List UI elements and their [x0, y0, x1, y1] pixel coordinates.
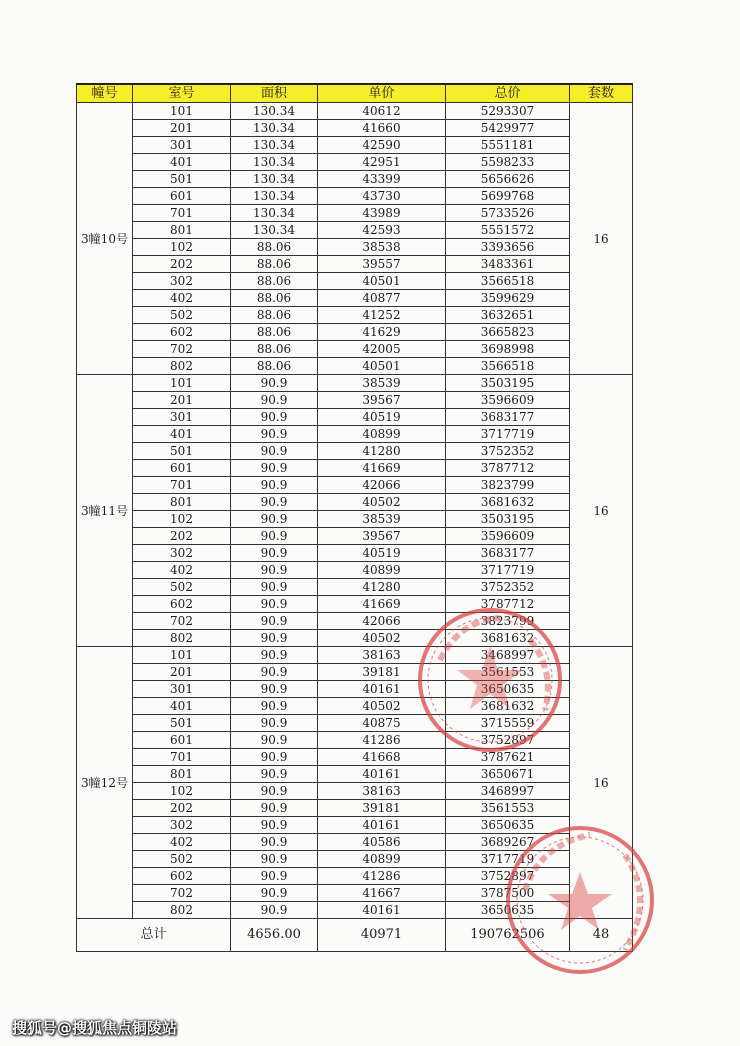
- table-row: [77, 715, 633, 732]
- area-cell: 90.9: [231, 698, 318, 715]
- room-cell: 501: [133, 443, 231, 460]
- table-row: [77, 545, 633, 562]
- summary-unit-price: 40971: [318, 919, 446, 952]
- room-cell: 102: [133, 511, 231, 528]
- unit-price-cell: 40519: [318, 409, 446, 426]
- table-row: [77, 800, 633, 817]
- area-cell: 90.9: [231, 664, 318, 681]
- area-cell: 88.06: [231, 307, 318, 324]
- area-cell: 90.9: [231, 426, 318, 443]
- total-price-cell: 3717719: [446, 562, 570, 579]
- room-cell: 302: [133, 273, 231, 290]
- room-cell: 302: [133, 545, 231, 562]
- unit-price-cell: 42951: [318, 154, 446, 171]
- total-price-cell: 3787500: [446, 885, 570, 902]
- unit-count-cell: 16: [570, 375, 633, 647]
- unit-price-cell: 39181: [318, 664, 446, 681]
- total-price-cell: 3823799: [446, 477, 570, 494]
- table-row: [77, 375, 633, 392]
- area-cell: 90.9: [231, 851, 318, 868]
- room-cell: 601: [133, 732, 231, 749]
- summary-area: 4656.00: [231, 919, 318, 952]
- area-cell: 90.9: [231, 885, 318, 902]
- area-cell: 90.9: [231, 834, 318, 851]
- table-row: [77, 681, 633, 698]
- room-cell: 702: [133, 341, 231, 358]
- room-cell: 401: [133, 426, 231, 443]
- area-cell: 90.9: [231, 596, 318, 613]
- total-price-cell: 3468997: [446, 783, 570, 800]
- table-row: [77, 171, 633, 188]
- room-cell: 502: [133, 579, 231, 596]
- room-cell: 601: [133, 188, 231, 205]
- room-cell: 301: [133, 137, 231, 154]
- room-cell: 202: [133, 256, 231, 273]
- table-row: [77, 358, 633, 375]
- unit-price-cell: 40161: [318, 817, 446, 834]
- unit-price-cell: 41669: [318, 596, 446, 613]
- total-price-cell: 3717719: [446, 851, 570, 868]
- table-row: [77, 239, 633, 256]
- unit-price-cell: 41252: [318, 307, 446, 324]
- room-cell: 701: [133, 205, 231, 222]
- room-cell: 402: [133, 834, 231, 851]
- area-cell: 90.9: [231, 494, 318, 511]
- area-cell: 130.34: [231, 171, 318, 188]
- total-price-cell: 3561553: [446, 664, 570, 681]
- unit-price-cell: 40899: [318, 426, 446, 443]
- total-price-cell: 3681632: [446, 630, 570, 647]
- table-row: [77, 902, 633, 919]
- area-cell: 130.34: [231, 222, 318, 239]
- table-row: [77, 664, 633, 681]
- room-cell: 601: [133, 460, 231, 477]
- unit-price-cell: 43399: [318, 171, 446, 188]
- header-area: 面积: [231, 84, 318, 103]
- unit-price-cell: 41280: [318, 579, 446, 596]
- total-price-cell: 5699768: [446, 188, 570, 205]
- area-cell: 90.9: [231, 732, 318, 749]
- area-cell: 90.9: [231, 613, 318, 630]
- area-cell: 88.06: [231, 256, 318, 273]
- unit-price-cell: 39567: [318, 392, 446, 409]
- total-price-cell: 5733526: [446, 205, 570, 222]
- table-row: [77, 120, 633, 137]
- total-price-cell: 3503195: [446, 511, 570, 528]
- table-row: [77, 137, 633, 154]
- area-cell: 90.9: [231, 800, 318, 817]
- room-cell: 502: [133, 307, 231, 324]
- total-price-cell: 3681632: [446, 494, 570, 511]
- total-price-cell: 5551572: [446, 222, 570, 239]
- area-cell: 90.9: [231, 749, 318, 766]
- unit-price-cell: 40502: [318, 630, 446, 647]
- table-row: [77, 732, 633, 749]
- unit-price-cell: 40161: [318, 766, 446, 783]
- area-cell: 130.34: [231, 120, 318, 137]
- total-price-cell: 3561553: [446, 800, 570, 817]
- unit-price-cell: 41667: [318, 885, 446, 902]
- total-price-cell: 3650635: [446, 902, 570, 919]
- area-cell: 90.9: [231, 477, 318, 494]
- room-cell: 602: [133, 324, 231, 341]
- room-cell: 301: [133, 409, 231, 426]
- building-cell: 3幢10号: [77, 103, 133, 375]
- unit-price-cell: 40875: [318, 715, 446, 732]
- table-header-row: [77, 84, 633, 103]
- total-price-cell: 3596609: [446, 528, 570, 545]
- unit-price-cell: 40161: [318, 681, 446, 698]
- total-price-cell: 3599629: [446, 290, 570, 307]
- unit-price-cell: 39181: [318, 800, 446, 817]
- area-cell: 90.9: [231, 817, 318, 834]
- total-price-cell: 3823799: [446, 613, 570, 630]
- area-cell: 90.9: [231, 681, 318, 698]
- building-cell: 3幢11号: [77, 375, 133, 647]
- total-price-cell: 3483361: [446, 256, 570, 273]
- room-cell: 502: [133, 851, 231, 868]
- area-cell: 90.9: [231, 545, 318, 562]
- table-row: [77, 630, 633, 647]
- total-price-cell: 3787712: [446, 596, 570, 613]
- table-row: [77, 477, 633, 494]
- table-body: [77, 103, 633, 952]
- unit-price-cell: 41668: [318, 749, 446, 766]
- total-price-cell: 3665823: [446, 324, 570, 341]
- table-row: [77, 460, 633, 477]
- total-price-cell: 3698998: [446, 341, 570, 358]
- area-cell: 88.06: [231, 358, 318, 375]
- unit-price-cell: 40877: [318, 290, 446, 307]
- room-cell: 101: [133, 647, 231, 664]
- total-price-cell: 3752352: [446, 579, 570, 596]
- unit-price-cell: 40612: [318, 103, 446, 120]
- unit-price-cell: 41660: [318, 120, 446, 137]
- table-row: [77, 562, 633, 579]
- area-cell: 90.9: [231, 868, 318, 885]
- total-price-cell: 3681632: [446, 698, 570, 715]
- table-row: [77, 273, 633, 290]
- area-cell: 90.9: [231, 766, 318, 783]
- total-price-cell: 3650635: [446, 681, 570, 698]
- area-cell: 90.9: [231, 630, 318, 647]
- area-cell: 130.34: [231, 154, 318, 171]
- unit-price-cell: 40502: [318, 494, 446, 511]
- total-price-cell: 3566518: [446, 358, 570, 375]
- header-building: 幢号: [77, 84, 133, 103]
- table-row: [77, 766, 633, 783]
- unit-price-cell: 40899: [318, 562, 446, 579]
- unit-price-cell: 43730: [318, 188, 446, 205]
- table-row: [77, 154, 633, 171]
- table-row: [77, 868, 633, 885]
- area-cell: 90.9: [231, 460, 318, 477]
- total-price-cell: 3717719: [446, 426, 570, 443]
- table-row: [77, 103, 633, 120]
- area-cell: 90.9: [231, 783, 318, 800]
- unit-price-cell: 41286: [318, 732, 446, 749]
- area-cell: 90.9: [231, 375, 318, 392]
- unit-price-cell: 38163: [318, 647, 446, 664]
- table-row: [77, 222, 633, 239]
- summary-count: 48: [570, 919, 633, 952]
- source-watermark: 搜狐号@搜狐焦点铜陵站: [12, 1019, 178, 1037]
- header-total-price: 总价: [446, 84, 570, 103]
- total-price-cell: 5551181: [446, 137, 570, 154]
- header-unit-count: 套数: [570, 84, 633, 103]
- unit-price-cell: 40899: [318, 851, 446, 868]
- unit-price-cell: 41669: [318, 460, 446, 477]
- room-cell: 402: [133, 290, 231, 307]
- total-price-cell: 3752897: [446, 732, 570, 749]
- unit-price-cell: 40501: [318, 358, 446, 375]
- area-cell: 130.34: [231, 205, 318, 222]
- unit-price-cell: 43989: [318, 205, 446, 222]
- area-cell: 90.9: [231, 409, 318, 426]
- room-cell: 801: [133, 222, 231, 239]
- room-cell: 102: [133, 239, 231, 256]
- unit-price-cell: 39557: [318, 256, 446, 273]
- room-cell: 602: [133, 868, 231, 885]
- room-cell: 501: [133, 171, 231, 188]
- area-cell: 90.9: [231, 579, 318, 596]
- area-cell: 90.9: [231, 647, 318, 664]
- table-row: [77, 426, 633, 443]
- unit-price-cell: 42066: [318, 613, 446, 630]
- area-cell: 88.06: [231, 324, 318, 341]
- total-price-cell: 5293307: [446, 103, 570, 120]
- total-price-cell: 3566518: [446, 273, 570, 290]
- table-row: [77, 851, 633, 868]
- total-price-cell: 3650671: [446, 766, 570, 783]
- total-price-cell: 5656626: [446, 171, 570, 188]
- total-price-cell: 3787712: [446, 460, 570, 477]
- table-row: [77, 290, 633, 307]
- room-cell: 801: [133, 494, 231, 511]
- area-cell: 90.9: [231, 511, 318, 528]
- total-price-cell: 3752897: [446, 868, 570, 885]
- area-cell: 90.9: [231, 392, 318, 409]
- table-row: [77, 494, 633, 511]
- total-price-cell: 3683177: [446, 409, 570, 426]
- room-cell: 702: [133, 885, 231, 902]
- area-cell: 88.06: [231, 273, 318, 290]
- unit-count-cell: 16: [570, 103, 633, 375]
- header-room: 室号: [133, 84, 231, 103]
- total-price-cell: 3752352: [446, 443, 570, 460]
- unit-price-cell: 39567: [318, 528, 446, 545]
- area-cell: 88.06: [231, 239, 318, 256]
- unit-price-cell: 38538: [318, 239, 446, 256]
- total-price-cell: 3503195: [446, 375, 570, 392]
- area-cell: 90.9: [231, 562, 318, 579]
- unit-price-cell: 38539: [318, 511, 446, 528]
- unit-price-cell: 40502: [318, 698, 446, 715]
- unit-price-cell: 41280: [318, 443, 446, 460]
- room-cell: 101: [133, 375, 231, 392]
- room-cell: 301: [133, 681, 231, 698]
- table-row: [77, 188, 633, 205]
- room-cell: 102: [133, 783, 231, 800]
- room-cell: 501: [133, 715, 231, 732]
- table-row: [77, 817, 633, 834]
- area-cell: 130.34: [231, 103, 318, 120]
- area-cell: 90.9: [231, 715, 318, 732]
- table-row: [77, 341, 633, 358]
- summary-total-price: 190762506: [446, 919, 570, 952]
- table-row: [77, 324, 633, 341]
- area-cell: 90.9: [231, 443, 318, 460]
- table-row: [77, 783, 633, 800]
- room-cell: 202: [133, 800, 231, 817]
- room-cell: 402: [133, 562, 231, 579]
- table-row: [77, 205, 633, 222]
- room-cell: 401: [133, 698, 231, 715]
- total-price-cell: 3596609: [446, 392, 570, 409]
- table-row: [77, 511, 633, 528]
- header-unit-price: 单价: [318, 84, 446, 103]
- summary-label: 总计: [77, 919, 231, 952]
- unit-price-cell: 42590: [318, 137, 446, 154]
- table-row: [77, 256, 633, 273]
- table-row: [77, 834, 633, 851]
- room-cell: 302: [133, 817, 231, 834]
- room-cell: 702: [133, 613, 231, 630]
- table-row: [77, 698, 633, 715]
- table-row: [77, 528, 633, 545]
- unit-price-cell: 38163: [318, 783, 446, 800]
- unit-price-cell: 42005: [318, 341, 446, 358]
- total-price-cell: 3683177: [446, 545, 570, 562]
- table-row: [77, 443, 633, 460]
- room-cell: 201: [133, 120, 231, 137]
- room-cell: 401: [133, 154, 231, 171]
- area-cell: 88.06: [231, 341, 318, 358]
- unit-price-cell: 40586: [318, 834, 446, 851]
- area-cell: 88.06: [231, 290, 318, 307]
- room-cell: 602: [133, 596, 231, 613]
- room-cell: 201: [133, 664, 231, 681]
- summary-row: [77, 919, 633, 952]
- room-cell: 201: [133, 392, 231, 409]
- unit-price-cell: 38539: [318, 375, 446, 392]
- unit-price-cell: 41629: [318, 324, 446, 341]
- total-price-cell: 3468997: [446, 647, 570, 664]
- area-cell: 90.9: [231, 902, 318, 919]
- table-row: [77, 579, 633, 596]
- room-cell: 802: [133, 902, 231, 919]
- total-price-cell: 3393656: [446, 239, 570, 256]
- unit-price-cell: 40519: [318, 545, 446, 562]
- total-price-cell: 3715559: [446, 715, 570, 732]
- table-row: [77, 885, 633, 902]
- building-cell: 3幢12号: [77, 647, 133, 919]
- total-price-cell: 3650635: [446, 817, 570, 834]
- table-row: [77, 392, 633, 409]
- room-cell: 801: [133, 766, 231, 783]
- table-row: [77, 647, 633, 664]
- unit-price-cell: 41286: [318, 868, 446, 885]
- area-cell: 90.9: [231, 528, 318, 545]
- unit-price-cell: 42066: [318, 477, 446, 494]
- table-row: [77, 596, 633, 613]
- total-price-cell: 3632651: [446, 307, 570, 324]
- room-cell: 101: [133, 103, 231, 120]
- unit-price-cell: 42593: [318, 222, 446, 239]
- table-row: [77, 307, 633, 324]
- table-row: [77, 613, 633, 630]
- total-price-cell: 3689267: [446, 834, 570, 851]
- total-price-cell: 5429977: [446, 120, 570, 137]
- total-price-cell: 5598233: [446, 154, 570, 171]
- table-row: [77, 749, 633, 766]
- table-row: [77, 409, 633, 426]
- room-cell: 202: [133, 528, 231, 545]
- room-cell: 701: [133, 477, 231, 494]
- unit-price-cell: 40161: [318, 902, 446, 919]
- room-cell: 802: [133, 630, 231, 647]
- room-cell: 701: [133, 749, 231, 766]
- unit-count-cell: 16: [570, 647, 633, 919]
- area-cell: 130.34: [231, 137, 318, 154]
- room-cell: 802: [133, 358, 231, 375]
- unit-price-cell: 40501: [318, 273, 446, 290]
- total-price-cell: 3787621: [446, 749, 570, 766]
- price-list-table: [76, 83, 633, 952]
- area-cell: 130.34: [231, 188, 318, 205]
